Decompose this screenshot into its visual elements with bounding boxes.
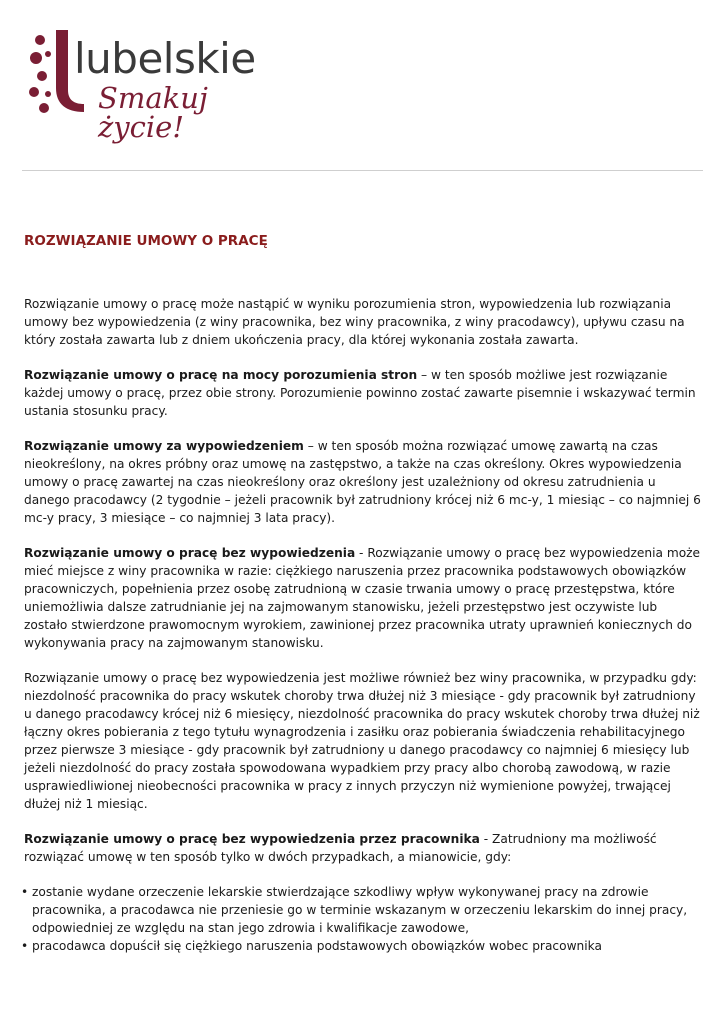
logo-slogan: Smakuj życie! xyxy=(98,81,208,144)
paragraph-wypowiedzenie xyxy=(24,437,704,527)
paragraph-bez-winy: Rozwiązanie umowy o pracę bez wypowiedzenia jest możliwe również bez winy pracownika, w przypadku gdy: niezdolność pracownika do pracy wskutek choroby trwa dłużej niż 3 miesiące - gdy pracownik był zatrudniony u danego pracodawcy krócej niż 6 miesięcy, niezdolność pracownika do pracy wskutek choroby trwa dłużej niż łączny okres pobierania z tego tytułu wynagrodzenia i zasiłku oraz pobierania świadczenia rehabilitacyjnego przez pierwsze 3 miesiące - gdy pracownik był zatrudniony u danego pracodawcy co najmniej 6 miesięcy lub jeżeli niezdolność do pracy została spowodowana wypadkiem przy pracy albo chorobą zawodową, w razie usprawiedliwionej nieobecności pracownika w pracy z innych przyczyn niż wymienione powyżej, trwającej dłużej niż 1 miesiąc. xyxy=(24,671,700,811)
header-divider xyxy=(22,170,703,171)
lubelskie-logo xyxy=(28,26,258,144)
paragraph-przez-pracownika-heading: Rozwiązanie umowy o pracę bez wypowiedzenia przez pracownika xyxy=(24,832,480,846)
page-title: ROZWIĄZANIE UMOWY O PRACĘ xyxy=(24,233,268,249)
article-body xyxy=(24,295,704,955)
paragraph-intro: Rozwiązanie umowy o pracę może nastąpić w wyniku porozumienia stron, wypowiedzenia lub rozwiązania umowy bez wypowiedzenia (z winy pracownika, bez winy pracownika, z winy pracodawcy), upływu czasu na który została zawarta lub z dniem ukończenia pracy, dla której wykonania została zawarta. xyxy=(24,297,685,347)
paragraph-porozumienie-heading: Rozwiązanie umowy o pracę na mocy porozumienia stron xyxy=(24,368,418,382)
conditions-list xyxy=(24,883,704,955)
paragraph-wypowiedzenie-text: – w ten sposób można rozwiązać umowę zawartą na czas nieokreślony, na okres próbny oraz umowę na zastępstwo, a także na czas określony. Okres wypowiedzenia umowy o pracę zawartej na czas nieokreślony oraz określony jest uzależniony od okresu zatrudnienia u danego pracodawcy (2 tygodnie – jeżeli pracownik był zatrudniony krócej niż 6 mc-y, 1 miesiąc – co najmniej 6 mc-y pracy, 3 miesiące – co najmniej 3 lata pracy). xyxy=(24,439,701,525)
list-item: • pracodawca dopuścił się ciężkiego naruszenia podstawowych obowiązków wobec pracownika xyxy=(24,937,704,955)
list-item: • zostanie wydane orzeczenie lekarskie stwierdzające szkodliwy wpływ wykonywanej pracy na zdrowie pracownika, a pracodawca nie przeniesie go w terminie wskazanym w orzeczeniu lekarskim do innej pracy, odpowiedniej ze względu na stan jego zdrowia i kwalifikacje zawodowe, xyxy=(24,883,704,937)
paragraph-bez-wypowiedzenia-heading: Rozwiązanie umowy o pracę bez wypowiedzenia xyxy=(24,546,356,560)
paragraph-porozumienie-text: – w ten sposób możliwe jest rozwiązanie każdej umowy o pracę, przez obie strony. Porozumienie powinno zostać zawarte pisemnie i wskazywać termin ustania stosunku pracy. xyxy=(24,368,696,418)
paragraph-przez-pracownika-text: - Zatrudniony ma możliwość rozwiązać umowę w ten sposób tylko w dwóch przypadkach, a mianowicie, gdy: xyxy=(24,832,657,864)
paragraph-porozumienie xyxy=(24,366,704,420)
paragraph-bez-wypowiedzenia xyxy=(24,544,704,652)
logo-wordmark: lubelskie xyxy=(74,34,256,83)
paragraph-wypowiedzenie-heading: Rozwiązanie umowy za wypowiedzeniem xyxy=(24,439,304,453)
paragraph-bez-wypowiedzenia-text: - Rozwiązanie umowy o pracę bez wypowiedzenia może mieć miejsce z winy pracownika w razie: ciężkiego naruszenia przez pracownika podstawowych obowiązków pracowniczych, popełnienia przez osobę zatrudnioną w czasie trwania umowy o pracę przestępstwa, które uniemożliwia dalsze zatrudnianie jej na zajmowanym stanowisku, jeżeli przestępstwo jest oczywiste lub zostało stwierdzone prawomocnym wyrokiem, zawinionej przez pracownika utraty uprawnień koniecznych do wykonywania pracy na zajmowanym stanowisku. xyxy=(24,546,701,650)
paragraph-przez-pracownika xyxy=(24,830,704,866)
